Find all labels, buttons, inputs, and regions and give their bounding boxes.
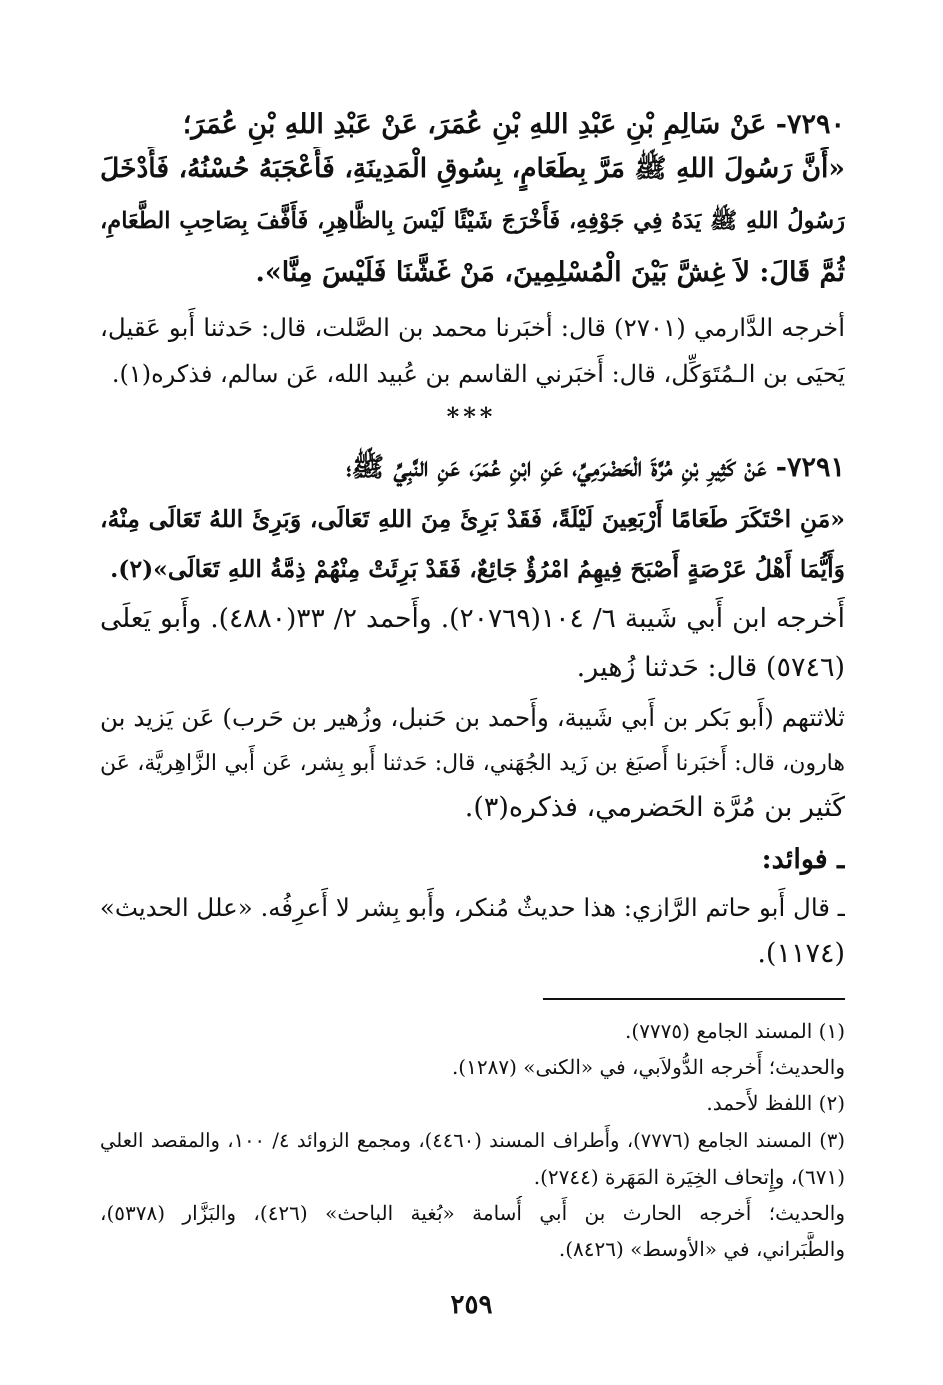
fawaid-line: ـ قال أَبو حاتم الرَّازي: هذا حديثٌ مُنكر، وأَبو بِشر لا أَعرِفُه. «علل الحديث» <box>100 893 845 922</box>
takhrij-line: (٥٧٤٦) قال: حَدثنا زُهير. <box>576 652 845 683</box>
footnote-line: والحديث؛ أَخرجه الحارث بن أَبي أُسامة «بُغية الباحث» (٤٢٦)، والبَزَّار (٥٣٧٨)، <box>100 1201 845 1225</box>
section-separator: *** <box>446 402 497 431</box>
hadith-text-line: «أَنَّ رَسُولَ اللهِ ﷺ مَرَّ بِطَعَامٍ، بِسُوقِ الْمَدِينَةِ، فَأَعْجَبَهُ حُسْنُهُ، فَأَدْخَلَ <box>100 153 845 184</box>
fawaid-line: (١١٧٤). <box>757 938 845 969</box>
footnote-line: (٣) المسند الجامع (٧٧٧٦)، وأَطراف المسند (٤٤٦٠)، ومجمع الزوائد ٤/ ١٠٠، والمقصد العلي <box>100 1129 845 1152</box>
takhrij-line: هارون، قال: أَخبَرنا أَصبَغ بن زَيد الجُهَني، قال: حَدثنا أَبو بِشر، عَن أَبي الزَّاهِريَّة، عَن <box>100 751 845 776</box>
footnote-line: (٢) اللفظ لأَحمد. <box>706 1091 845 1115</box>
footnote-line: (٦٧١)، وإِتحاف الخِيَرة المَهَرة (٢٧٤٤). <box>533 1165 845 1189</box>
takhrij-line: كَثير بن مُرَّة الحَضرمي، فذكره(٣). <box>464 792 845 823</box>
takhrij-line: يَحيَى بن الـمُتَوَكِّل، قال: أَخبَرني القاسم بن عُبيد الله، عَن سالم، فذكره(١). <box>111 360 845 388</box>
hadith-heading: ٧٢٩٠- عَنْ سَالِمِ بْنِ عَبْدِ اللهِ بْنِ عُمَرَ، عَنْ عَبْدِ اللهِ بْنِ عُمَرَ؛ <box>182 109 845 140</box>
footnote-line: والطَّبَراني، في «الأوسط» (٨٤٢٦). <box>558 1237 845 1261</box>
hadith-text-line: ثُمَّ قَالَ: لاَ غِشَّ بَيْنَ الْمُسْلِمِينَ، مَنْ غَشَّنَا فَلَيْسَ مِنَّا». <box>255 257 845 288</box>
hadith-text-line: رَسُولُ اللهِ ﷺ يَدَهُ فِي جَوْفِهِ، فَأَخْرَجَ شَيْئًا لَيْسَ بِالظَّاهِرِ، فَأَفَّفَ بِصَاحِبِ الطَّعَامِ، <box>100 208 845 234</box>
page-number: ٢٥٩ <box>450 1290 493 1320</box>
hadith-text-line: «مَنِ احْتَكَرَ طَعَامًا أَرْبَعِينَ لَيْلَةً، فَقَدْ بَرِئَ مِنَ اللهِ تَعَالَى، وَبَرِئَ اللهُ تَعَالَى مِنْهُ، <box>100 505 845 533</box>
hadith-heading: ٧٢٩١- عَنْ كَثِيرِ بْنِ مُرَّةَ الْحَضْرَمِيِّ، عَنِ ابْنِ عُمَرَ، عَنِ النَّبِيِّ ﷺ؛ <box>346 452 845 483</box>
hadith-text-line: وَأَيُّمَا أَهْلُ عَرْصَةٍ أَصْبَحَ فِيهِمُ امْرُؤٌ جَائِعٌ، فَقَدْ بَرِئَتْ مِنْهُمْ ذِمَّةُ اللهِ تَعَالَى»(٢). <box>110 555 845 583</box>
takhrij-line: ثلاثتهم (أَبو بَكر بن أَبي شَيبة، وأَحمد بن حَنبل، وزُهير بن حَرب) عَن يَزيد بن <box>100 703 845 732</box>
takhrij-line: أَخرجه ابن أَبي شَيبة ٦/ ١٠٤(٢٠٧٦٩). وأَحمد ٢/ ٣٣(٤٨٨٠). وأَبو يَعلَى <box>100 603 845 634</box>
takhrij-line: أخرجه الدَّارمي (٢٧٠١) قال: أخبَرنا محمد بن الصَّلت، قال: حَدثنا أَبو عَقيل، <box>100 313 845 342</box>
footnote-line: والحديث؛ أَخرجه الدُّولاَبي، في «الكنى» (١٢٨٧). <box>451 1055 845 1079</box>
fawaid-heading: ـ فوائد: <box>761 844 845 875</box>
footnote-line: (١) المسند الجامع (٧٧٧٥). <box>625 1019 845 1043</box>
footnote-divider <box>543 998 845 1000</box>
